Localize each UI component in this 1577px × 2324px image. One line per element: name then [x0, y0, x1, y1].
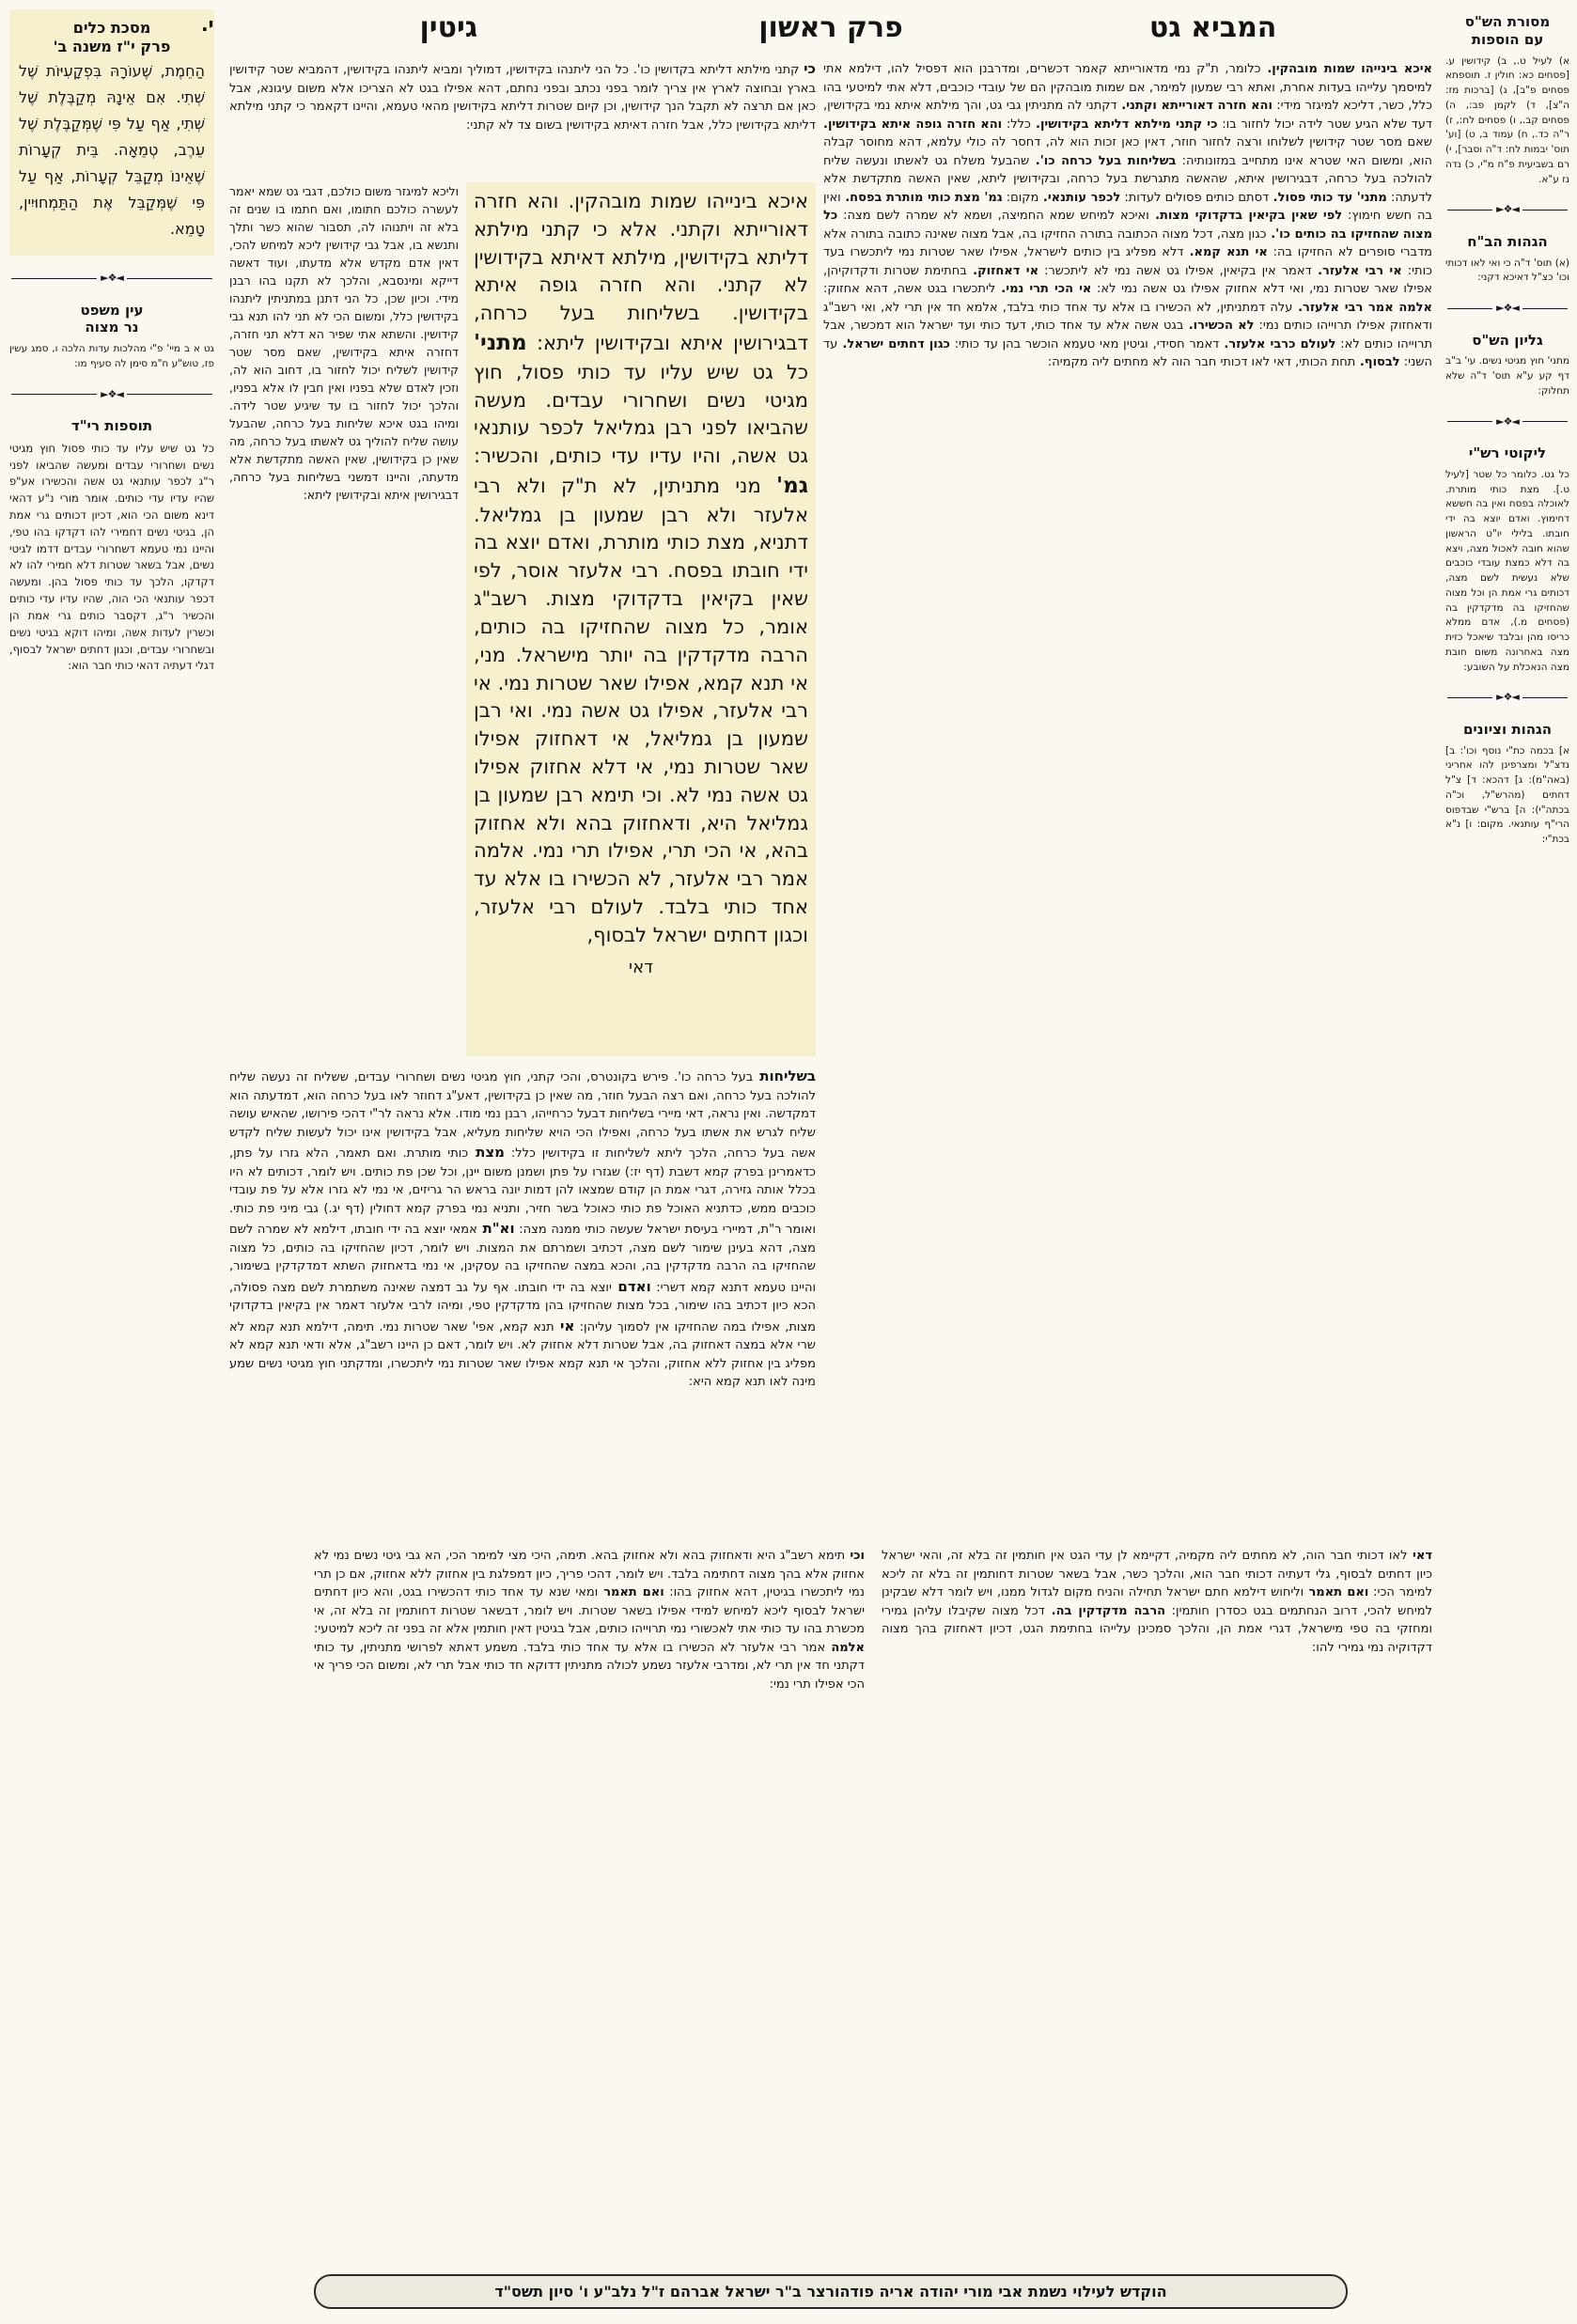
- gilyon-hashas-body: מתני' חוץ מגיטי נשים. עי' ב"ב דף קע ע"א תוס' ד"ה שלא תחלוק:: [1445, 355, 1569, 397]
- dibur-hamatchil: מצת: [468, 1144, 506, 1161]
- hagahot-habach-section: [1445, 233, 1569, 286]
- masoret-hashas-body: א) לעיל ט., ב) קידושין ע. [פסחים כא: חולין ז. תוספתא פסחים פ"ב], ג) [ברכות מז: ה"צ], ד) לקמן פב:, ה) פסחים קב., ו) פסחים לח:, ז) ר"ה כד., ח) עמוד ב, ט) [וע' תוס' יבמות לח: ד"ה וסבר], י) רם בשביעית פ"ח מ"י, כ) נדה נז ע"א.: [1445, 55, 1569, 185]
- hagahot-habach-title: הגהות הב"ח: [1467, 232, 1548, 250]
- dibur-hamatchil: כל מצוה שהחזיקו בה כותים כו'.: [823, 209, 1432, 242]
- ornament-divider: ◄❖►: [1447, 301, 1568, 317]
- dibur-hamatchil: והא חזרה דאורייתא וקתני.: [1116, 99, 1273, 113]
- ein-mishpat-title: [9, 302, 214, 337]
- gemara-text-block: [466, 182, 816, 1056]
- tosafot-rid-section: [9, 417, 214, 675]
- dibur-hamatchil: והא חזרה גופה איתא בקידושין.: [823, 117, 1003, 132]
- mishnah-ref-body: הַחֵמֶת, שֶׁעוֹרָהּ בִּפְקָעִיּוֹת שֶׁל שְׁתִי. אִם אֵינָהּ מְקַבֶּלֶת שֶׁל שְׁתִי, אַף עַל פִּי שֶׁמְּקַבֶּלֶת שֶׁל עֵרֶב, טְמֵאָה. בֵּית קְעָרוֹת שֶׁאֵינוֹ מְקַבֵּל קְעָרוֹת, אַף עַל פִּי שֶׁמְּקַבֵּל אֶת הַתַּמְחוּיִין, טָמֵא.: [19, 62, 205, 238]
- main-text-area: [201, 0, 1438, 2324]
- likutei-rashi-body: כל גט. כלומר כל שטר [לעיל ט.]. מצת כותי מותרת. לאוכלה בפסח ואין בה חששא דחימוץ. ואדם יוצא בה ידי חובתו. בלילי יו"ט הראשון שהוא חובה לאכול מצה, ויצא בה דלא כמצת עובדי כוכבים שלא נעשית לשם מצה, דכותים גרי אמת הן וכל מצוה שהחזיקו בה מדקדקין בה (פסחים מ.), אדם ממלא כריסו מהן ובלבד שיאכל כזית מצה באחרונה משום חובת מצה הנאכלת על השובע:: [1445, 468, 1569, 673]
- rashi-commentary: איכא בינייהו שמות מובהקין. כלומר, ת"ק נמי מדאורייתא קאמר דכשרים, ומדרבנן הוא דפסיל להו, דילמא אתי למיסמך עלייהו בעדות אחרת, ואתא רבי שמעון למימר, אם שמות מובהקין הם של עובדי כוכבים, דלא אתי למיטעי בהו כלל, כשר, דליכא למיגזר מידי: והא חזרה דאורייתא וקתני. דקתני לה מתניתין גבי גט, והך מילתא איתא נמי בקידושין, דעד שלא הגיע שטר לידה יכול לחזור בו: כי קתני מילתא דליתא בקידושין. כלל: והא חזרה גופה איתא בקידושין. שאם מסר שטר קידושין לשלוחו ורצה לחזור חוזר, דאין כאן זכות הוא לה, דחסר לה כולי עלמא, דהא מחוסר קבלה הוא, ומשום האי שטרא אינו מתחייב במזונותיה: בשליחות בעל כרחה כו'. שהבעל משלח גט לאשתו ונעשה שליח להולכה בעל כרחה, דבגירושין איתא, שהאשה מתגרשת בעל כרחה, ובקידושין ליתא, שאין האשה מתקדשת אלא לדעתה: מתני' עד כותי פסול. דסתם כותים פסולים לעדות: לכפר עותנאי. מקום: גמ' מצת כותי מותרת בפסח. ואין בה חשש חימוץ: לפי שאין בקיאין בדקדוקי מצות. ואיכא למיחש שמא החמיצה, ושמא לא שמרה לשם מצה: כל מצוה שהחזיקו בה כותים כו'. כגון מצה, דכל מצוה הכתובה בתורה החזיקו בה, אבל מצוה שאינה כתובה בתורה אלא מדברי סופרים לא החזיקו בה: אי תנא קמא. דלא מפליג בין כותים לישראל, אפילו שאר שטרות נמי ליתכשרו בעד כותי: אי רבי אלעזר. דאמר אין בקיאין, אפילו גט אשה נמי לא ליתכשר: אי דאחזוק. בחתימת שטרות ודקדוקיהן, אפילו שאר שטרות נמי, ואי דלא אחזוק אפילו גט אשה נמי לא: אי הכי תרי נמי. ליתכשרו בגט אשה, דהא אחזוק: אלמה אמר רבי אלעזר. עלה דמתניתין, לא הכשירו בו אלא עד אחד כותי בלבד, אלמא חד אין תרי לא, ואי רשב"ג ודאחזוק אפילו תרוייהו כותים נמי: לא הכשירו. בגט אשה אלא עד אחד כותי, דעד כותי ועד ישראל הוא דמכשר, אבל תרוייהו כותים לא: לעולם כרבי אלעזר. דאמר חסידי, וגיטין מאי טעמא הוכשר בהן עד כותי: כגון דחתים ישראל. עד השני: לבסוף. תחת הכותי, דאי לאו דכותי חבר הוה לא מחתים ליה מקמיה:: [823, 62, 1433, 369]
- dibur-hamatchil: ואם תאמר: [598, 1585, 664, 1599]
- dibur-hamatchil: אי דאחזוק.: [966, 263, 1039, 278]
- dibur-hamatchil: לכפר עותנאי.: [1038, 190, 1121, 205]
- likutei-rashi-title: ליקוטי רש"י: [1468, 445, 1547, 461]
- masoret-title-line2: עם הוספות: [1471, 30, 1544, 48]
- dibur-hamatchil: לעולם כרבי אלעזר.: [1219, 336, 1336, 351]
- dibur-hamatchil: אי: [554, 1317, 575, 1334]
- tosafot-commentary-lower: בשליחות בעל כרחה כו'. פירש בקונטרס, והכי קתני, חוץ מגיטי נשים ושחרורי עבדים, ששליח זה נעשה שליח להולכה בעל כרחה, ואם רצה הבעל חוזר, מה שאין כן בקידושין, דאע"ג דחוזר לאו בעל כרחה הוא, דמדעתה הוא דמקדשה. ואין נראה, דאי מיירי בשליחות דבעל כרחייהו, רבנן נמי מודו. אלא נראה לר"י דהכי פירושו, שהאיש עושה שליח לגרש את אשתו בעל כרחה, ואפילו הכי הויא שליחות מעליא, אבל בקידושין אינו יכול לעשות שליח לקדש אשה בעל כרחה, הלכך ליתא לשליחות זו בקידושין כלל: מצת כותי מותרת. ואם תאמר, הלא גזרו על פתן, כדאמרינן בפרק קמא דשבת (דף יז:) שגזרו על פתן ושמנן משום יינן, וכל שכן פת כותים. ויש לומר, דכותים לא היו בכלל אותה גזירה, דגרי אמת הן קודם שמצאו להן דמות יונה בראש הר גריזים, אי נמי לא גזרו אלא על פת עובדי כוכבים ממש, כדתניא האוכל פת כותי כאוכל בשר חזיר, ותניא נמי בפרק קמא דחולין (דף יג.) גבי מיני פת כותי. ואומר ר"ת, דמיירי בעיסת ישראל שעשה כותי ממנה מצה: וא"ת אמאי יוצא בה ידי חובתו, דילמא לא שמרה לשם מצה, דהא בעינן שימור לשם מצה, דכתיב ושמרתם את המצות. ויש לומר, דכיון שהחזיקו בה כותים, כל מצוה שהחזיקו בה הרבה מדקדקין בה, והכא במצה שהחזיקו בה עסקינן, אי נמי בדאחזוק השתא דמדקדקין בשימור, והיינו טעמא דתנא קמא דשרי: ואדם יוצא בה ידי חובתו. אף על גב דמצה שאינה משתמרת לשם מצה פסולה, הכא כיון דכתיב בהו שימור, בכל מצות שהחזיקו בהן מדקדקין טפי, ומיהו לרבי אלעזר דאמר אין בקיאין בדקדוקי מצות, אפילו במה שהחזיקו אין לסמוך עליהן: אי תנא קמא, אפי' שאר שטרות נמי. תימה, דילמא תנא קמא לא שרי אלא במצה דאחזוק בה, אבל שטרות דלא אחזוק לא. ויש לומר, דאם כן היינו רשב"ג, אלא ודאי תנא קמא לא מפליג בין אחזוק ללא אחזוק, והלכך אי תנא קמא אפילו שאר שטרות נמי ליתכשרו, ומדקתני חוץ מגיטי נשים שמע מינה לאו תנא קמא היא:: [229, 1068, 817, 1389]
- hagahot-vetziyunim-body: א] בכמה כת"י נוסף וכו': ב] נדצ"ל ומצרפינן להו אחריני (באה"מ): ג] דהכא: ד] צ"ל דחתים (מהרש"ל, וכ"ה בכתה"י): ה] ברש"י שבדפוס הרי"ף עותנאי. מקום: ו] נ"א בכת"י:: [1445, 744, 1569, 845]
- gemara-part1: איכא בינייהו שמות מובהקין. והא חזרה דאורייתא וקתני. אלא כי קתני מילתא דליתא בקידושין, מילתא דאיתא בקידושין לא קתני. והא חזרה גופה איתא בקידושין. בשליחות בעל כרחה, דבגירושין איתא ובקידושין ליתא:: [474, 190, 808, 355]
- ein-mishpat-body: גט א ב מיי' פ"י מהלכות עדות הלכה ו, סמג עשין פז, טוש"ע ח"מ סימן לה סעיף מו:: [9, 343, 214, 369]
- rashi-continuation-column: דאי לאו דכותי חבר הוה, לא מחתים ליה מקמיה, דקיימא לן עדי הגט אין חותמין זה בלא זה, והאי ישראל כיון דחתים לבסוף, גלי דעתיה דכותי חבר הוא, והלכך כשר, אבל בשאר שטרות דחותמין זה בלא זה ליכא למימר הכי: ואם תאמר וליחוש דילמא חתם ישראל תחילה והניח מקום לגדול ממנו, ויש לומר דלא שבקינן למיחש להכי, דרוב הנחתמים בגט כסדרן חותמין: הרבה מדקדקין בה. דכל מצוה שקיבלו עליהן גמירי ומחזקי בה טפי מישראל, דגרי אמת הן, והלכך סמכינן עלייהו בחתימת הגט, דכיון דאחזוק בהך מצוה דקדוקיה נמי גמירי להו:: [882, 1549, 1432, 1655]
- tosafot-commentary-top: [229, 58, 816, 182]
- chapter-name-header: המביא גט: [1148, 11, 1277, 44]
- dibur-hamatchil: גמ' מצת כותי מותרת בפסח.: [840, 190, 1003, 205]
- dibur-hamatchil: כי: [804, 60, 816, 77]
- dibur-hamatchil: כי קתני מילתא דליתא בקידושין.: [1030, 117, 1218, 132]
- tosafot-commentary-side: וליכא למיגזר משום כולכם, דגבי גט שמא יאמר לעשרה כולכם חתומו, ואם חתמו בו שנים זה בלא זה ויתנוהו לה, תסבור שהוא כשר ותלך ותנשא בו, אבל גבי קידושין ליכא למיחש להכי, דאין אדם מקדש אלא מדעתו, ועוד דאשה דייקא ומינסבא, והלכך לא תקנו בהו רבנן מידי. וכיון שכן, כל הני דתנן במתניתין ליתנהו בקידושין כלל, ומשום הכי לא תני להו תנא גבי קידושין. והשתא אתי שפיר הא דלא תני חזרה, דחזרה איתא בקידושין, שאם מסר שטר קידושין לשליח יכול לחזור בו, דחוב הוא לה, וזכין לאדם שלא בפניו ואין חבין לו אלא בפניו, והלכך יכול לחזור בו עד שיגיע שטר לידה. ומיהו בגט איכא שליחות בעל כרחה, שהבעל עושה שליח להוליך גט לאשתו בעל כרחה, מה שאין כן בקידושין, שאין האשה מתקדשת אלא מדעתה, והיינו דמשני בשליחות בעל כרחה, דבגירושין איתא ובקידושין ליתא:: [229, 184, 459, 502]
- tosafot-gemara-half: [229, 58, 816, 1534]
- gilyon-hashas-section: [1445, 332, 1569, 399]
- ein-mishpat-title-line2: נר מצוה: [85, 319, 139, 336]
- dibur-hamatchil: אי תנא קמא.: [1183, 245, 1268, 259]
- mishnah-ref-title: [19, 19, 205, 56]
- ornament-divider: ◄❖►: [1447, 202, 1568, 218]
- mishnah-reference-box: [9, 9, 214, 256]
- dibur-hamatchil: לפי שאין בקיאין בדקדוקי מצות.: [1148, 209, 1343, 223]
- masoret-title-line1: מסורת הש"ס: [1464, 13, 1551, 30]
- mishnah-label: מתני': [474, 331, 527, 356]
- tosafot-rid-body: כל גט שיש עליו עד כותי פסול חוץ מגיטי נשים ושחרורי עבדים ומעשה שהביאו לפני ר"ג לכפר עותנאי גט אשה והכשירו אע"פ שהיו עדיו עדי כותים. אומר מורי נ"ע דהאי דינא משום הכי הוא, דכיון דכותים גרי אמת הן, בגיטי נשים דחמירי להו דקדקו בהו טפי, והיינו נמי טעמא דשחרורי עבדים דדמו לגיטי נשים, אבל בשאר שטרות דלא חמירי להו לא דקדקו, הלכך עד כותי פסול בהן. ומעשה דכפר עותנאי הכי הוה, שהיו עדיו עדי כותים והכשיר ר"ג, דקסבר כותים גרי אמת הן וכשרין לעדות אשה, ומיהו דוקא בגיטי נשים ובשחרורי עבדים, וכגון דחתים ישראל לבסוף, דגלי דעתיה דהאי כותי חבר הוא:: [9, 441, 214, 673]
- dibur-hamatchil: איכא בינייהו שמות מובהקין.: [1260, 62, 1432, 76]
- dibur-hamatchil: אלמה אמר רבי אלעזר.: [1292, 300, 1432, 315]
- dedication-text: הוקדש לעילוי נשמת אבי מורי יהודה אריה פודהורצר ב"ר ישראל אברהם ז"ל נלב"ע ו' סיון תשס"ד: [314, 2274, 1348, 2309]
- gemara-label: גמ': [776, 473, 808, 498]
- dibur-hamatchil: ואדם: [611, 1277, 651, 1295]
- ornament-divider: ◄❖►: [1447, 414, 1568, 430]
- dibur-hamatchil: הרבה מדקדקין בה.: [1044, 1603, 1166, 1618]
- tosafot-top-text: קתני מילתא דליתא בקדושין כו'. כל הני ליתנהו בקידושין, דמוליך ומביא ליתנהו בקידושין, דהמביא שטר קידושין בארץ ובחוצה לארץ אין צריך לומר בפני נכתב ובפני נחתם, דהא אפילו בגט לא הצריכו אלא משום עיגונא, אבל כאן אם תרצה לא תקבל הנך קידושין, וכן קיום שטרות דליתא בקידושין מהאי טעמא, והיינו דקאמר כי קתני מילתא דליתא בקידושין כלל, אבל חזרה דאיתא בקידושין בשום צד לא קתני:: [229, 63, 816, 133]
- ornament-divider: ◄❖►: [11, 387, 212, 403]
- likutei-rashi-section: [1445, 445, 1569, 675]
- left-margin-column: [0, 0, 224, 2324]
- bottom-continuation-row: [314, 1547, 1432, 2148]
- dedication-bar-wrap: [229, 2265, 1432, 2324]
- tractate-name: גיטין: [419, 11, 478, 44]
- masoret-hashas-section: [1445, 13, 1569, 187]
- dibur-hamatchil: וא"ת: [476, 1220, 515, 1237]
- dibur-hamatchil: לבסוף.: [1355, 355, 1400, 369]
- dibur-hamatchil: וכי: [845, 1549, 865, 1563]
- dibur-hamatchil: דאי: [1407, 1549, 1432, 1563]
- dibur-hamatchil: ואם תאמר: [1304, 1585, 1369, 1599]
- hagahot-habach-body: (א) תוס' ד"ה כי ואי לאו דכותי וכו' כצ"ל דאיכא דקני:: [1445, 257, 1569, 284]
- ornament-divider: ◄❖►: [11, 271, 212, 287]
- dibur-hamatchil: אי רבי אלעזר.: [1311, 263, 1402, 278]
- hagahot-vetziyunim-title: הגהות וציונים: [1462, 720, 1553, 738]
- dibur-hamatchil: לא הכשירו.: [1183, 319, 1255, 333]
- masoret-hashas-title: [1445, 13, 1569, 49]
- mishnah-ref-title-line2: פרק י"ז משנה ב': [53, 38, 171, 55]
- main-top-grid: [229, 58, 1432, 1534]
- daf-number: י.: [201, 13, 214, 36]
- tosafot-gemara-inner: [229, 182, 816, 1056]
- ornament-divider: ◄❖►: [1447, 690, 1568, 706]
- tosafot-continuation-column: וכי תימא רשב"ג היא ודאחזוק בהא ולא אחזוק בהא. תימה, היכי מצי למימר הכי, הא גבי גיטי נשים נמי לא אחזוק אלא בהך מצוה דחתימה בלבד. ויש לומר, דהכי פריך, כיון דמפלגת בין אחזוק ללא אחזוק, אם כן תרי נמי ליתכשרו בגיטין, דהא אחזוק בהו: ואם תאמר ומאי שנא עד אחד כותי דהכשירו בגט, והא כיון דחתים ישראל לבסוף ליכא למיחש למידי אפילו בשאר שטרות. ויש לומר, דבשאר שטרות דחותמין זה בלא זה, אי מכשרת בהו עד כותי אתי לאכשורי נמי תרוייהו כותים, אבל בגיטין דאין חותמין אלא זה בפני זה ליכא למיטעי: אלמה אמר רבי אלעזר לא הכשירו בו אלא עד אחד כותי בלבד. משמע דאתא לפרושי מתניתין, עד כותי דקתני חד אין תרי לא, ומדרבי אלעזר נשמע לכולה מתניתין דדוקא חד כותי אבל תרי לא, ומשום הכי פריך אי הכי אפילו תרי נמי:: [314, 1549, 866, 1692]
- tosafot-rid-title: תוספות רי"ד: [70, 417, 153, 434]
- gilyon-hashas-title: גליון הש"ס: [1472, 331, 1543, 349]
- dibur-hamatchil: מתני' עד כותי פסול.: [1269, 190, 1387, 205]
- dibur-hamatchil: אלמה: [825, 1640, 865, 1655]
- hagahot-vetziyunim-section: [1445, 721, 1569, 848]
- gemara-part3: מני מתניתין, לא ת"ק ולא רבי אלעזר ולא רבן שמעון בן גמליאל. דתניא, מצת כותי מותרת, ואדם יוצא בה ידי חובתו בפסח. רבי אלעזר אוסר, לפי שאין בקיאין בדקדוקי מצות. רשב"ג אומר, כל מצוה שהחזיקו בה כותים, הרבה מדקדקין בה יותר מישראל. מני, אי תנא קמא, אפילו שאר שטרות נמי. אי רבי אלעזר, אפילו גט אשה נמי. ואי רבן שמעון בן גמליאל, אי דאחזוק אפילו שאר שטרות נמי, אי דלא אחזוק אפילו גט אשה נמי לא. וכי תימא רבן שמעון בן גמליאל היא, ודאחזוק בהא ולא אחזוק בהא, אי הכי תרי, אפילו תרי נמי. אלמה אמר רבי אלעזר, לא הכשירו בו אלא עד אחד כותי בלבד. לעולם רבי אלעזר, וכגון דחתים ישראל לבסוף,: [474, 474, 808, 946]
- ein-mishpat-section: [9, 302, 214, 372]
- ein-mishpat-title-line1: עין משפט: [80, 301, 144, 319]
- gemara-part2: כל גט שיש עליו עד כותי פסול, חוץ מגיטי נשים ושחרורי עבדים. מעשה שהביאו לפני רבן גמליאל לכפר עותנאי גט אשה, והיו עדיו עדי כותים, והכשיר:: [474, 360, 808, 468]
- gemara-catchword: דאי: [629, 957, 653, 977]
- mishnah-ref-title-line1: מסכת כלים: [72, 19, 151, 37]
- right-margin-column: [1438, 0, 1577, 2324]
- dibur-hamatchil: בשליחות בעל כרחה כו'.: [1029, 153, 1177, 168]
- dibur-hamatchil: בשליחות: [753, 1068, 816, 1084]
- tractate-name-header: [201, 11, 640, 44]
- page-masthead: [201, 8, 1432, 58]
- dibur-hamatchil: כגון דחתים ישראל.: [837, 336, 950, 351]
- dibur-hamatchil: אי הכי תרי נמי.: [995, 282, 1092, 296]
- chapter-number-header: פרק ראשון: [758, 11, 903, 44]
